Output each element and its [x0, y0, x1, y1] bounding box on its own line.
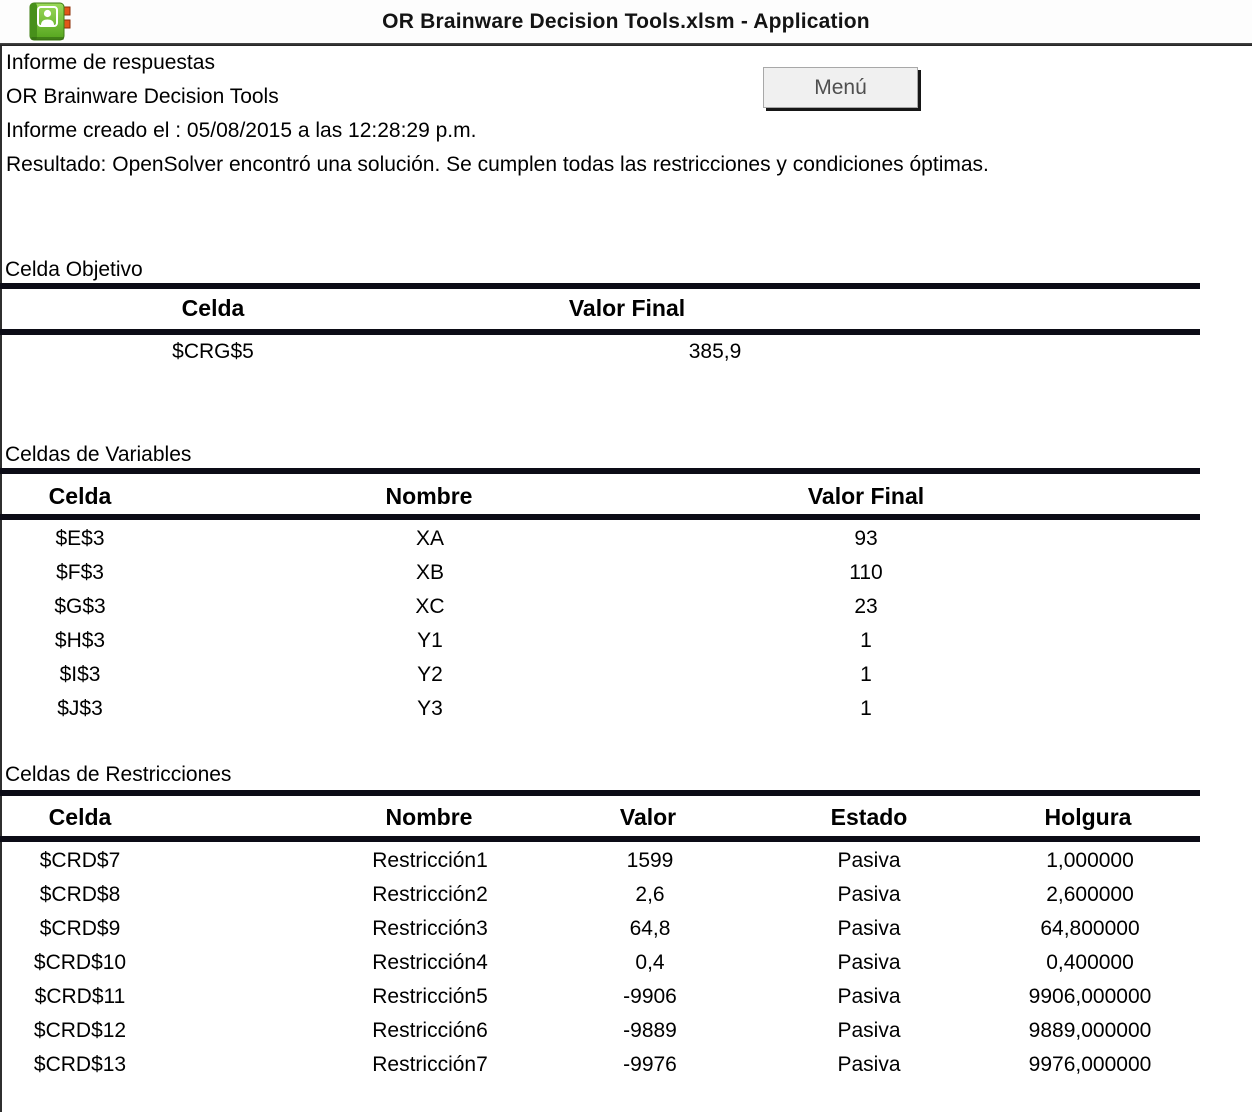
constraint-status: Pasiva	[837, 951, 901, 974]
variable-cell-ref: $G$3	[54, 595, 106, 618]
address-book-icon	[27, 2, 73, 42]
constraint-value: -9906	[623, 985, 677, 1008]
constraint-cell-ref: $CRD$9	[39, 917, 121, 940]
variable-cell-ref: $I$3	[59, 663, 101, 686]
objective-section-title: Celda Objetivo	[5, 258, 143, 281]
constraint-name: Restricción5	[372, 985, 488, 1008]
constraint-status: Pasiva	[837, 985, 901, 1008]
variable-name: XA	[415, 527, 445, 550]
workbook-name: OR Brainware Decision Tools	[6, 85, 279, 108]
constraints-rule-top	[0, 790, 1200, 796]
variable-value: 93	[854, 527, 878, 550]
objective-final-value: 385,9	[688, 340, 742, 363]
constraint-value: 1599	[626, 849, 674, 872]
window-title: OR Brainware Decision Tools.xlsm - Application	[382, 9, 870, 33]
variable-value: 1	[860, 663, 872, 686]
constraint-slack: 2,600000	[1046, 883, 1134, 906]
constraint-value: -9976	[623, 1053, 677, 1076]
constraint-name: Restricción1	[372, 849, 488, 872]
variable-name: Y2	[417, 663, 443, 686]
constraint-value: 2,6	[635, 883, 665, 906]
constraints-header-holgura: Holgura	[1044, 804, 1132, 830]
objective-rule-top	[0, 283, 1200, 289]
constraint-cell-ref: $CRD$13	[33, 1053, 127, 1076]
constraints-rule-bottom	[0, 836, 1200, 842]
objective-header-celda: Celda	[181, 295, 245, 321]
variable-cell-ref: $E$3	[55, 527, 105, 550]
constraints-header-nombre: Nombre	[385, 804, 473, 830]
constraint-slack: 1,000000	[1046, 849, 1134, 872]
constraint-name: Restricción6	[372, 1019, 488, 1042]
constraint-name: Restricción7	[372, 1053, 488, 1076]
objective-header-valor-final: Valor Final	[568, 295, 686, 321]
constraints-section-title: Celdas de Restricciones	[5, 763, 232, 786]
variable-value: 1	[860, 697, 872, 720]
constraint-status: Pasiva	[837, 917, 901, 940]
constraints-header-estado: Estado	[830, 804, 908, 830]
constraint-value: -9889	[623, 1019, 677, 1042]
menu-button[interactable]: Menú	[763, 67, 918, 108]
variable-name: Y3	[417, 697, 443, 720]
constraints-header-celda: Celda	[48, 804, 112, 830]
constraint-status: Pasiva	[837, 883, 901, 906]
constraint-slack: 9976,000000	[1028, 1053, 1152, 1076]
variables-header-nombre: Nombre	[385, 483, 473, 509]
variable-name: XB	[415, 561, 445, 584]
variable-value: 110	[849, 561, 883, 584]
constraint-slack: 64,800000	[1040, 917, 1140, 940]
constraint-cell-ref: $CRD$10	[33, 951, 127, 974]
solver-result: Resultado: OpenSolver encontró una solución. Se cumplen todas las restricciones y condiciones óptimas.	[6, 153, 989, 176]
content-left-border	[0, 46, 2, 1112]
constraint-value: 0,4	[635, 951, 665, 974]
titlebar	[0, 0, 1252, 43]
variables-header-celda: Celda	[48, 483, 112, 509]
constraints-header-valor: Valor	[619, 804, 677, 830]
created-date: Informe creado el : 05/08/2015 a las 12:28:29 p.m.	[6, 119, 477, 142]
report-title: Informe de respuestas	[6, 51, 215, 74]
constraint-cell-ref: $CRD$12	[33, 1019, 127, 1042]
constraint-cell-ref: $CRD$7	[39, 849, 121, 872]
constraint-name: Restricción4	[372, 951, 488, 974]
constraint-cell-ref: $CRD$11	[34, 985, 126, 1008]
constraint-status: Pasiva	[837, 1019, 901, 1042]
variables-rule-top	[0, 468, 1200, 474]
constraint-name: Restricción3	[372, 917, 488, 940]
variable-cell-ref: $H$3	[54, 629, 106, 652]
titlebar-separator	[0, 43, 1252, 46]
constraint-name: Restricción2	[372, 883, 488, 906]
constraint-status: Pasiva	[837, 1053, 901, 1076]
variables-header-valor-final: Valor Final	[807, 483, 925, 509]
constraint-status: Pasiva	[837, 849, 901, 872]
objective-rule-bottom	[0, 329, 1200, 335]
constraint-slack: 9889,000000	[1028, 1019, 1152, 1042]
constraint-slack: 9906,000000	[1028, 985, 1152, 1008]
variable-name: XC	[415, 595, 445, 618]
variable-cell-ref: $J$3	[57, 697, 103, 720]
variable-value: 1	[860, 629, 872, 652]
variables-section-title: Celdas de Variables	[5, 443, 192, 466]
variable-name: Y1	[417, 629, 443, 652]
constraint-slack: 0,400000	[1046, 951, 1134, 974]
variable-value: 23	[854, 595, 878, 618]
objective-cell-ref: $CRG$5	[172, 340, 254, 363]
constraint-cell-ref: $CRD$8	[39, 883, 121, 906]
variable-cell-ref: $F$3	[56, 561, 104, 584]
constraint-value: 64,8	[629, 917, 671, 940]
variables-rule-bottom	[0, 514, 1200, 520]
